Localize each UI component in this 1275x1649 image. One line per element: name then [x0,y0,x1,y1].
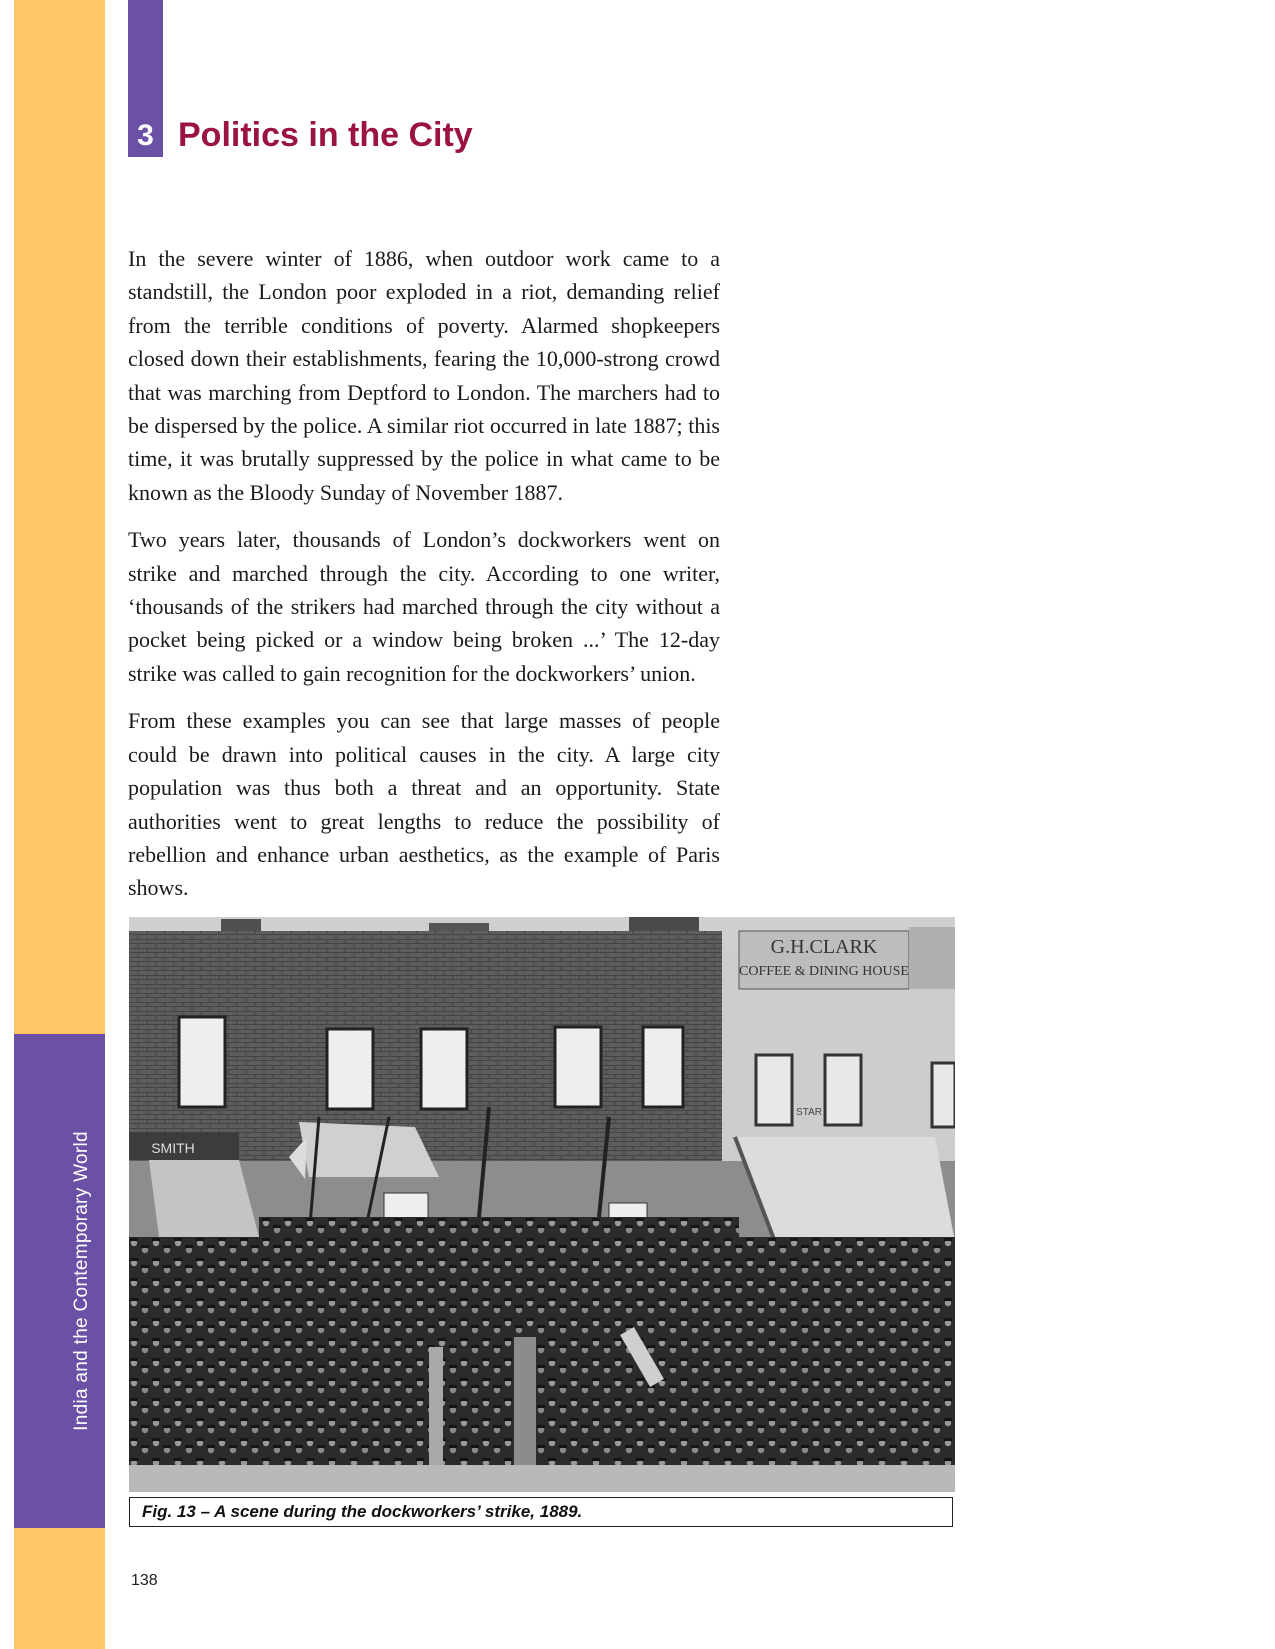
sign-star: STAR [796,1107,822,1118]
section-marker-bar [128,0,163,114]
section-number: 3 [128,114,163,157]
strike-photograph [129,917,955,1492]
book-title: India and the Contemporary World [71,1131,92,1431]
sign-smith: SMITH [151,1140,195,1156]
figure-caption: Fig. 13 – A scene during the dockworkers’ strike, 1889. [129,1497,953,1527]
section-title: Politics in the City [178,116,473,154]
paragraph-2: Two years later, thousands of London’s dockworkers went on strike and marched through the city. According to one writer, ‘thousands of the strikers had marched through the city without a pocket being picked or a window being broken ...’ The 12-day strike was called to gain recognition for the dockworkers’ union. [128,527,720,686]
paragraph-1: In the severe winter of 1886, when outdoor work came to a standstill, the London poor exploded in a riot, demanding relief from the terrible conditions of poverty. Alarmed shopkeepers closed down their establishments, fearing the 10,000-strong crowd that was marching from Deptford to London. The marchers had to be dispersed by the police. A similar riot occurred in late 1887; this time, it was brutally suppressed by the police in what came to be known as the Bloody Sunday of November 1887. [128,246,720,505]
sign-clark: G.H.CLARK [770,936,878,958]
paragraph-3: From these examples you can see that large masses of people could be drawn into political causes in the city. A large city population was thus both a threat and an opportunity. State authorities went to great lengths to reduce the possibility of rebellion and enhance urban aesthetics, as the example of Paris shows. [128,708,720,901]
page-number: 138 [131,1572,158,1589]
body-text [128,242,720,919]
sign-coffee-house: COFFEE & DINING HOUSE [739,964,909,979]
